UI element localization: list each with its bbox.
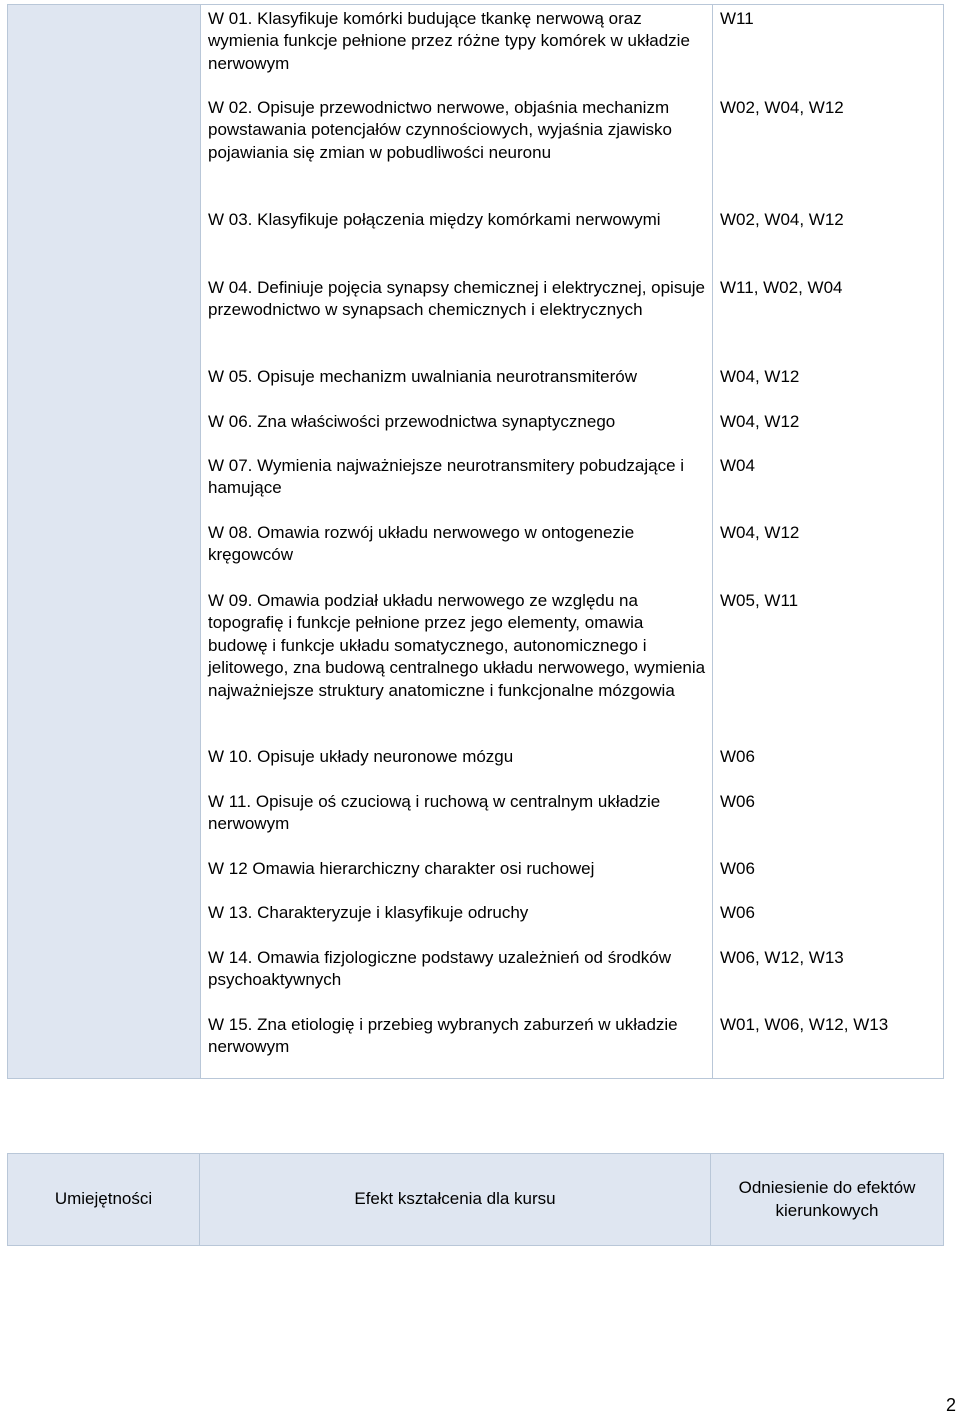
skills-table-header <box>7 1153 944 1246</box>
effect-cell: W 11. Opisuje oś czuciową i ruchową w centralnym układzie nerwowym <box>208 792 661 834</box>
effect-cell: W 04. Definiuje pojęcia synapsy chemicznej i elektrycznej, opisuje przewodnictwo w synapsach chemicznych i elektrycznych <box>208 278 706 320</box>
effect-cell: W 14. Omawia fizjologiczne podstawy uzależnień od środków psychoaktywnych <box>208 948 672 990</box>
effect-cell: W 01. Klasyfikuje komórki budujące tkankę nerwową oraz wymienia funkcje pełnione przez różne typy komórek w układzie nerwowym <box>208 9 690 73</box>
header-reference: Odniesienie do efektów kierunkowych <box>738 1178 916 1220</box>
effect-cell: W 13. Charakteryzuje i klasyfikuje odruchy <box>208 903 529 922</box>
effect-cell: W 07. Wymienia najważniejsze neurotransmitery pobudzające i hamujące <box>208 456 685 498</box>
reference-cell: W06 <box>720 859 755 878</box>
reference-cell: W02, W04, W12 <box>720 98 844 117</box>
effect-cell: W 02. Opisuje przewodnictwo nerwowe, objaśnia mechanizm powstawania potencjałów czynnościowych, wyjaśnia zjawisko pojawiania się zmian w pobudliwości neuronu <box>208 98 672 162</box>
reference-cell: W04, W12 <box>720 367 800 386</box>
reference-cell: W06 <box>720 903 755 922</box>
reference-cell: W04, W12 <box>720 412 800 431</box>
reference-column <box>713 5 943 1078</box>
reference-cell: W01, W06, W12, W13 <box>720 1015 889 1034</box>
reference-cell: W11 <box>720 9 754 28</box>
header-course-effect: Efekt kształcenia dla kursu <box>200 1154 711 1245</box>
effect-column <box>201 5 713 1078</box>
effect-cell: W 12 Omawia hierarchiczny charakter osi ruchowej <box>208 859 595 878</box>
category-column <box>8 5 201 1078</box>
reference-cell: W05, W11 <box>720 591 799 610</box>
learning-outcomes-table <box>7 4 944 1079</box>
reference-cell: W11, W02, W04 <box>720 278 843 297</box>
reference-cell: W06 <box>720 792 755 811</box>
effect-cell: W 05. Opisuje mechanizm uwalniania neurotransmiterów <box>208 367 637 386</box>
header-skills: Umiejętności <box>8 1154 200 1245</box>
reference-cell: W04, W12 <box>720 523 800 542</box>
reference-cell: W06, W12, W13 <box>720 948 844 967</box>
effect-cell: W 08. Omawia rozwój układu nerwowego w ontogenezie kręgowców <box>208 523 635 565</box>
effect-cell: W 03. Klasyfikuje połączenia między komórkami nerwowymi <box>208 210 661 229</box>
effect-cell: W 15. Zna etiologię i przebieg wybranych zaburzeń w układzie nerwowym <box>208 1015 678 1057</box>
effect-cell: W 10. Opisuje układy neuronowe mózgu <box>208 747 514 766</box>
effect-cell: W 06. Zna właściwości przewodnictwa synaptycznego <box>208 412 616 431</box>
page-number: 2 <box>945 1395 956 1415</box>
effect-cell: W 09. Omawia podział układu nerwowego ze względu na topografię i funkcje pełnione przez jego elementy, omawia budowę i funkcje układu somatycznego, autonomicznego i jelitowego, zna budową centralnego układu nerwowego, wymienia najważniejsze struktury anatomiczne i funkcjonalne mózgowia <box>208 591 706 700</box>
reference-cell: W04 <box>720 456 755 475</box>
reference-cell: W06 <box>720 747 755 766</box>
reference-cell: W02, W04, W12 <box>720 210 844 229</box>
